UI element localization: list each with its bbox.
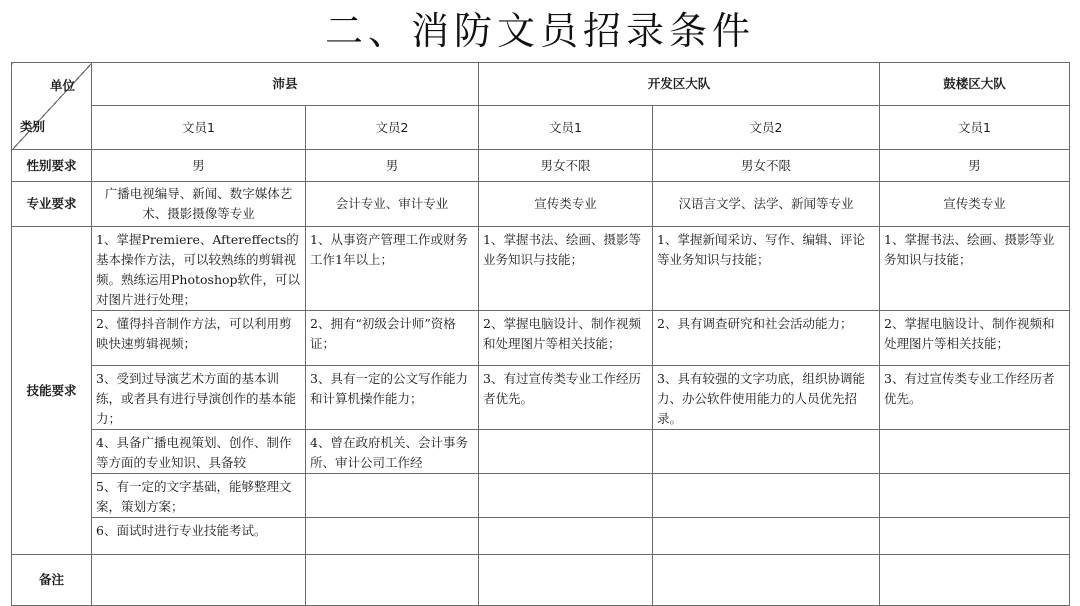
skill-item: 2、掌握电脑设计、制作视频和处理图片等相关技能； xyxy=(479,311,653,366)
skill-item: 1、掌握书法、绘画、摄影等业务知识与技能； xyxy=(479,227,653,311)
skill-item: 3、具有一定的公文写作能力和计算机操作能力； xyxy=(306,366,479,430)
major-row xyxy=(12,182,1070,227)
skill-item: 3、受到过导演艺术方面的基本训练，或者具有进行导演创作的基本能力； xyxy=(92,366,306,430)
remarks-cell xyxy=(479,555,653,606)
skill-item xyxy=(653,474,880,518)
skill-item: 6、面试时进行专业技能考试。 xyxy=(92,518,306,555)
position-header: 文员1 xyxy=(92,106,306,150)
row-label-skills: 技能要求 xyxy=(12,227,92,555)
unit-header-peixian: 沛县 xyxy=(92,63,479,106)
corner-unit-label: 单位 xyxy=(49,78,75,93)
gender-cell: 男 xyxy=(306,150,479,182)
skill-item: 5、有一定的文字基础，能够整理文案，策划方案； xyxy=(92,474,306,518)
remarks-cell xyxy=(653,555,880,606)
skill-item xyxy=(653,518,880,555)
gender-cell: 男 xyxy=(880,150,1070,182)
skill-item: 2、具有调查研究和社会活动能力； xyxy=(653,311,880,366)
major-cell: 会计专业、审计专业 xyxy=(306,182,479,227)
unit-header-kaifaqu: 开发区大队 xyxy=(479,63,880,106)
skills-row-5 xyxy=(12,474,1070,518)
row-label-remarks: 备注 xyxy=(12,555,92,606)
gender-cell: 男 xyxy=(92,150,306,182)
skills-row-2 xyxy=(12,311,1070,366)
skills-row-1 xyxy=(12,227,1070,311)
skill-item xyxy=(880,430,1070,474)
position-header: 文员2 xyxy=(306,106,479,150)
skill-item xyxy=(306,518,479,555)
skill-item: 1、掌握Premiere、Aftereffects的基本操作方法，可以较熟练的剪辑视频。熟练运用Photoshop软件，可以对图片进行处理； xyxy=(92,227,306,311)
major-cell: 广播电视编导、新闻、数字媒体艺术、摄影摄像等专业 xyxy=(92,182,306,227)
remarks-row xyxy=(12,555,1070,606)
page-title: 二、消防文员招录条件 xyxy=(324,9,755,53)
gender-row xyxy=(12,150,1070,182)
remarks-cell xyxy=(92,555,306,606)
skill-item: 1、从事资产管理工作或财务工作1年以上； xyxy=(306,227,479,311)
remarks-cell xyxy=(880,555,1070,606)
position-header: 文员1 xyxy=(880,106,1070,150)
skill-item xyxy=(479,518,653,555)
row-label-gender: 性别要求 xyxy=(12,150,92,182)
skills-row-4 xyxy=(12,430,1070,474)
skill-item: 1、掌握书法、绘画、摄影等业务知识与技能； xyxy=(880,227,1070,311)
position-header: 文员2 xyxy=(653,106,880,150)
skill-item: 2、懂得抖音制作方法，可以利用剪映快速剪辑视频； xyxy=(92,311,306,366)
skill-item xyxy=(653,430,880,474)
gender-cell: 男女不限 xyxy=(479,150,653,182)
skills-row-3 xyxy=(12,366,1070,430)
major-cell: 汉语言文学、法学、新闻等专业 xyxy=(653,182,880,227)
skill-item xyxy=(479,430,653,474)
skill-item: 3、具有较强的文字功底，组织协调能力、办公软件使用能力的人员优先招录。 xyxy=(653,366,880,430)
skill-item xyxy=(880,474,1070,518)
position-header: 文员1 xyxy=(479,106,653,150)
skill-item: 3、有过宣传类专业工作经历者优先。 xyxy=(479,366,653,430)
skill-item xyxy=(306,474,479,518)
unit-header-row xyxy=(12,63,1070,106)
skill-item: 3、有过宣传类专业工作经历者优先。 xyxy=(880,366,1070,430)
skill-item: 4、具备广播电视策划、创作、制作等方面的专业知识、具备较 xyxy=(92,430,306,474)
corner-header-cell xyxy=(12,63,92,150)
position-header-row xyxy=(12,106,1070,150)
row-label-major: 专业要求 xyxy=(12,182,92,227)
skill-item: 2、拥有“初级会计师”资格证； xyxy=(306,311,479,366)
skills-row-6 xyxy=(12,518,1070,555)
skill-item: 4、曾在政府机关、会计事务所、审计公司工作经 xyxy=(306,430,479,474)
major-cell: 宣传类专业 xyxy=(880,182,1070,227)
recruitment-table xyxy=(11,62,1070,606)
skill-item: 2、掌握电脑设计、制作视频和处理图片等相关技能； xyxy=(880,311,1070,366)
skill-item xyxy=(479,474,653,518)
gender-cell: 男女不限 xyxy=(653,150,880,182)
remarks-cell xyxy=(306,555,479,606)
skill-item: 1、掌握新闻采访、写作、编辑、评论等业务知识与技能； xyxy=(653,227,880,311)
unit-header-gulouqu: 鼓楼区大队 xyxy=(880,63,1070,106)
major-cell: 宣传类专业 xyxy=(479,182,653,227)
corner-category-label: 类别 xyxy=(20,119,46,134)
skill-item xyxy=(880,518,1070,555)
